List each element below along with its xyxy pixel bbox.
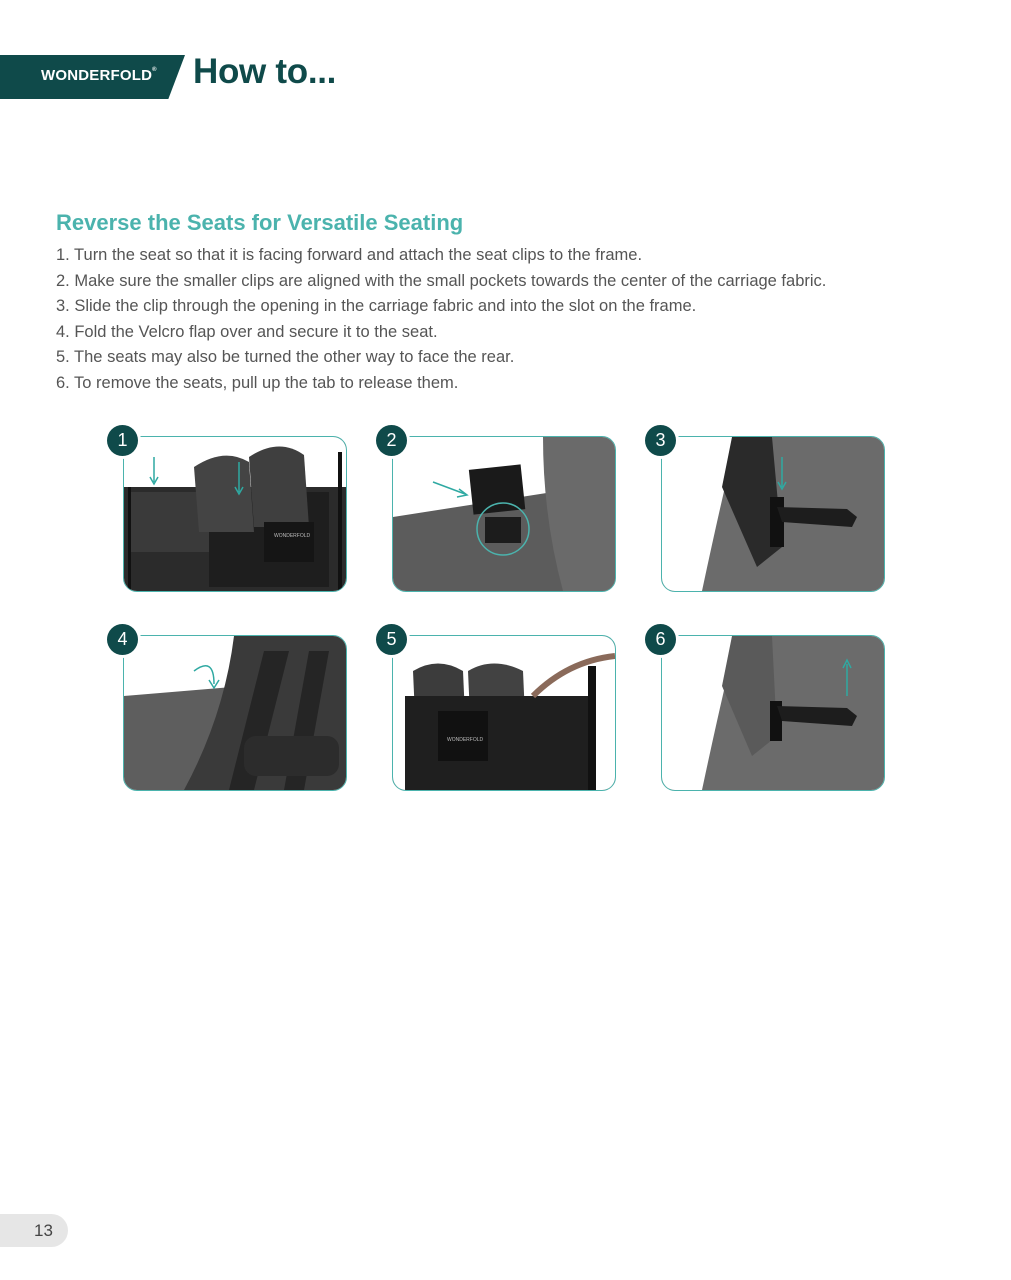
wagon-logo-text: WONDERFOLD	[274, 533, 311, 539]
step-6-badge: 6	[645, 624, 676, 655]
instruction-step: 6. To remove the seats, pull up the tab to release them.	[56, 373, 459, 392]
step-4-photo	[123, 635, 347, 791]
instruction-step: 4. Fold the Velcro flap over and secure it to the seat.	[56, 322, 438, 341]
step-2-badge: 2	[376, 425, 407, 456]
step-3-badge: 3	[645, 425, 676, 456]
step-1-badge: 1	[107, 425, 138, 456]
page-title: How to...	[193, 52, 337, 91]
step-5-photo	[392, 635, 616, 791]
step-5-badge: 5	[376, 624, 407, 655]
step-1-photo	[123, 436, 347, 592]
instruction-step: 1. Turn the seat so that it is facing forward and attach the seat clips to the frame.	[56, 246, 643, 264]
brand-logo: WONDERFOLD®	[41, 67, 157, 84]
instruction-step: 3. Slide the clip through the opening in the carriage fabric and into the slot on the frame.	[56, 297, 697, 315]
instruction-step: 2. Make sure the smaller clips are aligned with the small pockets towards the center of the carriage fabric.	[56, 271, 827, 290]
instruction-step: 5. The seats may also be turned the other way to face the rear.	[56, 348, 515, 366]
instruction-list	[56, 243, 826, 396]
step-2-photo	[392, 436, 616, 592]
page-number: 13	[0, 1214, 68, 1247]
section-heading: Reverse the Seats for Versatile Seating	[56, 210, 464, 235]
step-4-badge: 4	[107, 624, 138, 655]
step-6-photo	[661, 635, 885, 791]
step-3-photo	[661, 436, 885, 592]
wagon-logo-text: WONDERFOLD	[447, 737, 484, 743]
